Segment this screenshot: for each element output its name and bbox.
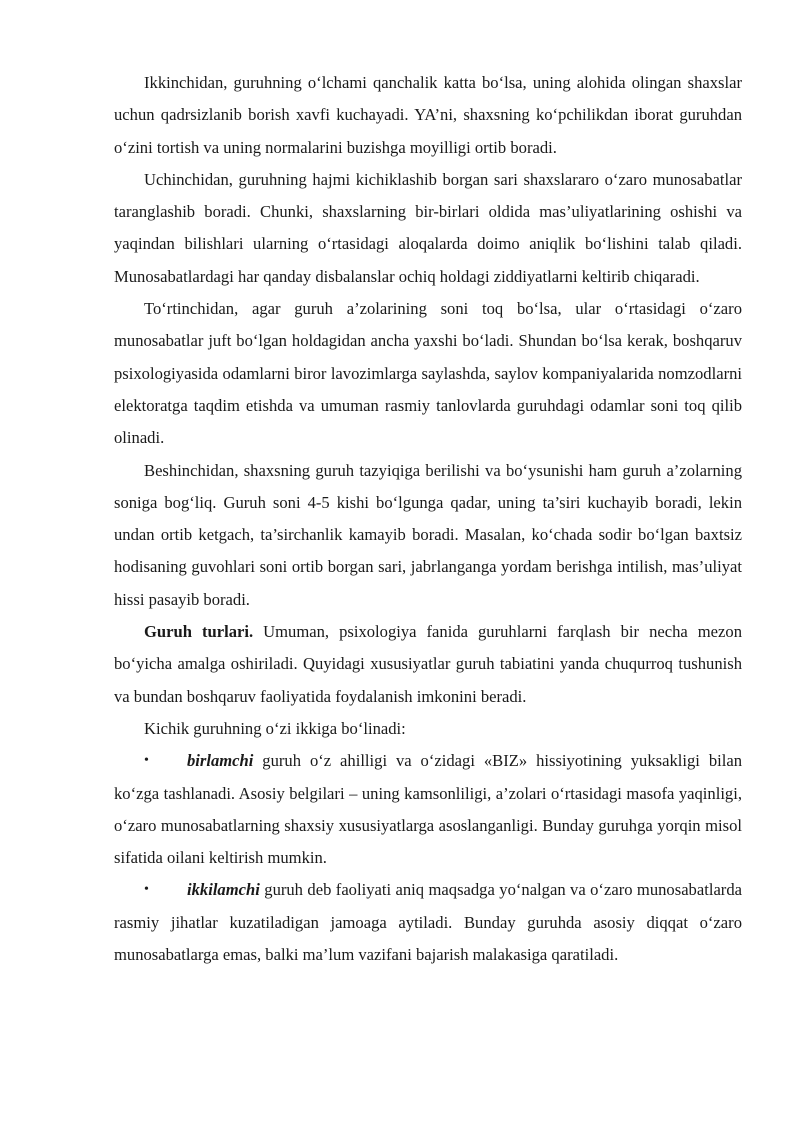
bullet-icon: • bbox=[144, 882, 149, 898]
bullet-term-ikkilamchi: ikkilamchi bbox=[187, 880, 260, 900]
bullet-item-birlamchi bbox=[114, 745, 742, 874]
paragraph-guruh-turlari bbox=[114, 616, 742, 713]
section-heading-guruh-turlari: Guruh turlari. bbox=[144, 622, 254, 642]
document-body bbox=[114, 67, 742, 971]
bullet-text-ikkilamchi: guruh deb faoliyati aniq maqsadga yo‘nalgan va o‘zaro munosabatlarda rasmiy jihatlar kuzatiladigan jamoaga aytiladi. Bunday guruhda asosiy diqqat o‘zaro munosabatlarga emas, balki ma’lum vazifani bajarish malakasiga qaratiladi. bbox=[114, 880, 742, 965]
bullet-text-birlamchi: guruh o‘z ahilligi va o‘zidagi «BIZ» hissiyotining yuksakligi bilan ko‘zga tashlanadi. Asosiy belgilari – uning kamsonliligi, a’zolari o‘rtasidagi masofa yaqinligi, o‘zaro munosabatlarning shaxsiy xususiyatlarga asoslanganligi. Bunday guruhga yorqin misol sifatida oilani keltirish mumkin. bbox=[114, 751, 742, 868]
paragraph-ikkinchidan: Ikkinchidan, guruhning o‘lchami qanchalik katta bo‘lsa, uning alohida olingan shaxslar uchun qadrsizlanib borish xavfi kuchayadi. YA’ni, shaxsning ko‘pchilikdan iborat guruhdan o‘zini tortish va uning normalarini buzishga moyilligi ortib boradi. bbox=[114, 73, 742, 157]
bullet-icon: • bbox=[144, 753, 149, 769]
bullet-term-birlamchi: birlamchi bbox=[187, 751, 254, 771]
paragraph-beshinchidan: Beshinchidan, shaxsning guruh tazyiqiga berilishi va bo‘ysunishi ham guruh a’zolarning soniga bog‘liq. Guruh soni 4-5 kishi bo‘lgunga qadar, uning ta’siri kuchayib boradi, lekin undan ortib ketgach, ta’sirchanlik kamayib boradi. Masalan, ko‘chada sodir bo‘lgan baxtsiz hodisaning guvohlari soni ortib borgan sari, jabrlanganga yordam berishga intilish, mas’uliyat hissi pasayib boradi. bbox=[114, 460, 742, 609]
paragraph-uchinchidan: Uchinchidan, guruhning hajmi kichiklashib borgan sari shaxslararo o‘zaro munosabatlar taranglashib boradi. Chunki, shaxslarning bir-birlari oldida mas’uliyatlarining oshishi va yaqindan bilishlari ularning o‘rtasidagi aloqalarda doimo aniqlik bo‘lishini talab qiladi. Munosabatlardagi har qanday disbalanslar ochiq holdagi ziddiyatlarni keltirib chiqaradi. bbox=[114, 169, 742, 286]
paragraph-tortinchidan: To‘rtinchidan, agar guruh a’zolarining soni toq bo‘lsa, ular o‘rtasidagi o‘zaro munosabatlar juft bo‘lgan holdagidan ancha yaxshi bo‘ladi. Shundan bo‘lsa kerak, boshqaruv psixologiyasida odamlarni biror lavozimlarga saylashda, saylov kompaniyalarida nomzodlarni elektoratga taqdim etishda va umuman rasmiy tanlovlarda guruhdagi odamlar soni toq qilib olinadi. bbox=[114, 299, 742, 448]
paragraph-kichik-guruh: Kichik guruhning o‘zi ikkiga bo‘linadi: bbox=[144, 718, 406, 738]
bullet-item-ikkilamchi bbox=[114, 874, 742, 971]
paragraph-guruh-turlari-text: Umuman, psixologiya fanida guruhlarni farqlash bir necha mezon bo‘yicha amalga oshiriladi. Quyidagi xususiyatlar guruh tabiatini yanda chuqurroq tushunish va bundan boshqaruv faoliyatida foydalanish imkonini beradi. bbox=[114, 622, 743, 706]
